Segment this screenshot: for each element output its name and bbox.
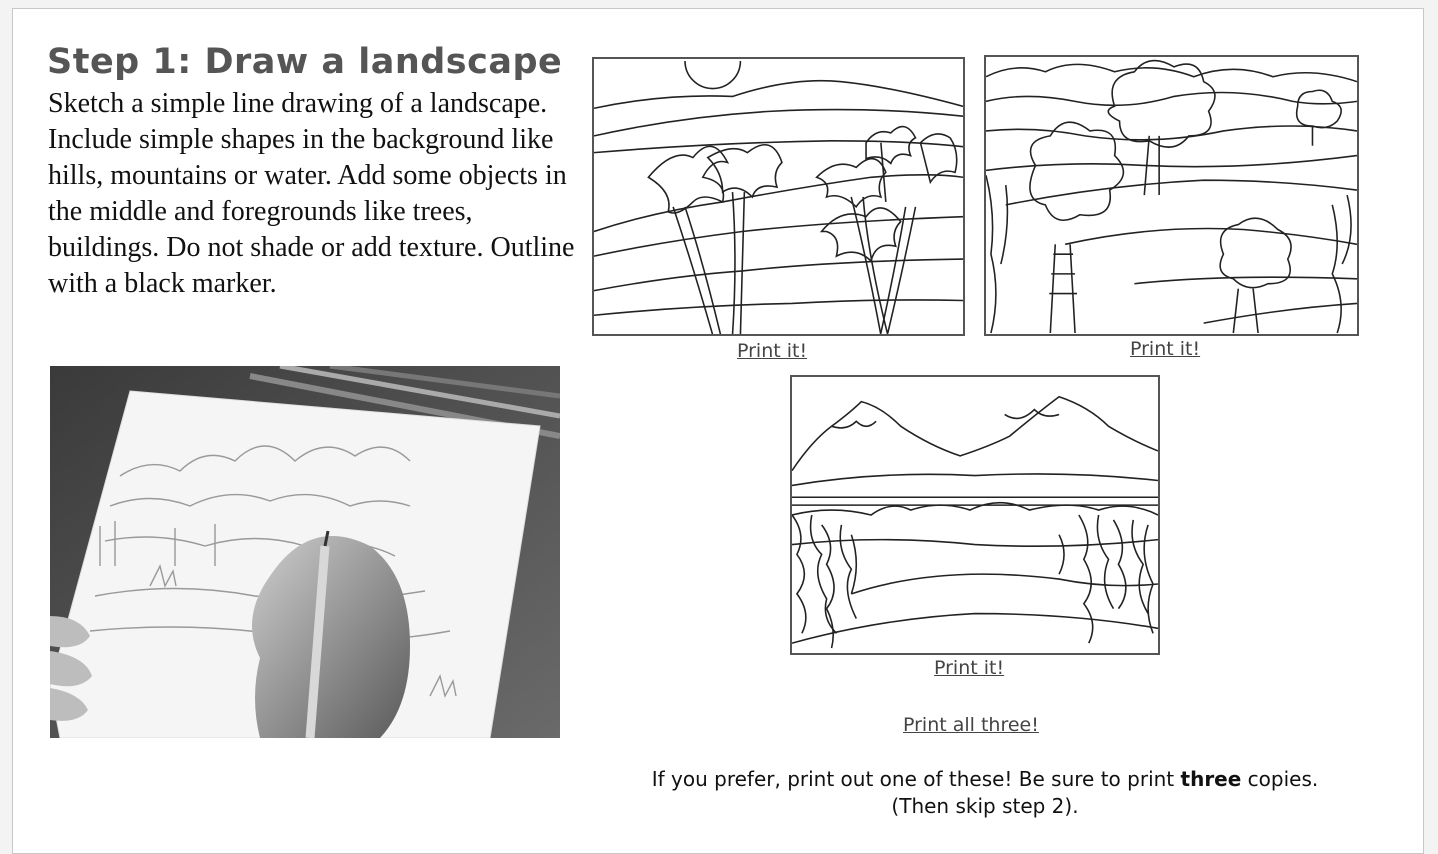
print-note-line2: (Then skip step 2). xyxy=(891,794,1079,818)
river-landscape-image xyxy=(984,55,1359,336)
print-note-text: If you prefer, print out one of these! Be sure to print xyxy=(651,767,1181,791)
print-note-emphasis: three xyxy=(1180,767,1242,791)
photo-illustration xyxy=(50,366,560,738)
print-landscape-3-link[interactable]: Print it! xyxy=(934,657,1005,679)
print-note-suffix: copies. xyxy=(1241,767,1319,791)
print-landscape-2-link[interactable]: Print it! xyxy=(1130,338,1201,360)
photo-hand-drawing xyxy=(50,366,560,738)
river-landscape-drawing xyxy=(986,57,1357,334)
print-landscape-1-link[interactable]: Print it! xyxy=(737,340,808,362)
print-note xyxy=(590,766,1380,820)
palm-landscape-image xyxy=(592,57,965,336)
mountain-landscape-image xyxy=(790,375,1160,655)
palm-landscape-drawing xyxy=(594,59,963,334)
step-description: Sketch a simple line drawing of a landscape. Include simple shapes in the background like hills, mountains or water. Add some objects in the middle and foregrounds like trees, buildings. Do not shade or add texture. Outline with a black marker. xyxy=(48,88,575,299)
mountain-landscape-drawing xyxy=(792,377,1158,653)
step-title: Step 1: Draw a landscape xyxy=(47,42,563,82)
print-all-three-link[interactable]: Print all three! xyxy=(903,714,1039,736)
